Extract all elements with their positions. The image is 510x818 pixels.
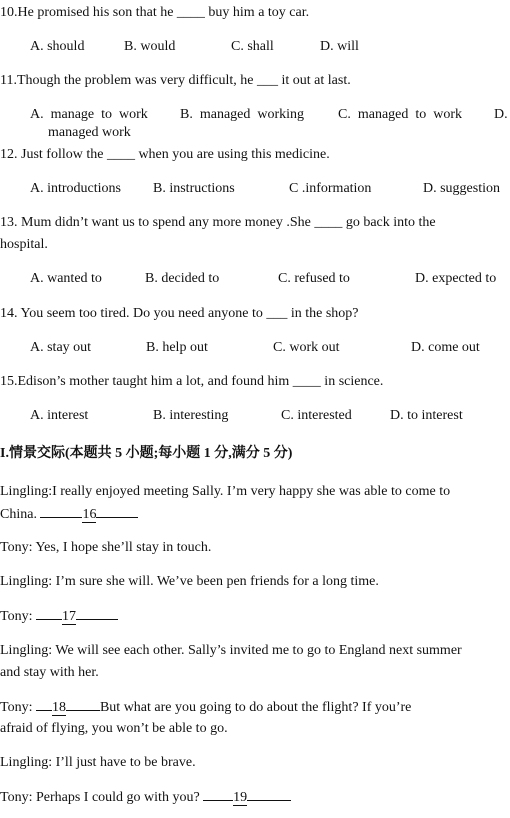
question-13-stem-line2: hospital. [0, 237, 48, 252]
section-heading: I.情景交际(本题共 5 小题;每小题 1 分,满分 5 分) [0, 446, 293, 461]
question-12-options [0, 180, 510, 198]
question-15-options [0, 407, 510, 425]
dialogue-line-5b: and stay with her. [0, 665, 99, 680]
q11-option-d-text: managed work [48, 125, 131, 140]
dialogue-line-8 [0, 788, 291, 807]
question-10-options [0, 38, 510, 56]
q11-option-c: C. managed to work [338, 107, 463, 122]
dialogue-line-7: Lingling: I’ll just have to be brave. [0, 755, 196, 770]
question-13-stem-line1: 13. Mum didn’t want us to spend any more money .She ____ go back into the [0, 215, 436, 230]
q14-option-b: B. help out [146, 340, 208, 355]
question-15-stem: 15.Edison’s mother taught him a lot, and found him ____ in science. [0, 374, 384, 389]
q13-option-d: D. expected to [415, 271, 497, 286]
dialogue-line-3: Lingling: I’m sure she will. We’ve been pen friends for a long time. [0, 574, 379, 589]
dialogue-line-1b [0, 505, 138, 524]
question-13-options [0, 270, 510, 288]
q13-option-a: A. wanted to [30, 271, 102, 286]
q12-option-a: A. introductions [30, 181, 121, 196]
dialogue-line-4 [0, 607, 118, 626]
dialogue-line-6b: afraid of flying, you won’t be able to go. [0, 721, 228, 736]
dialogue-line-6a [0, 698, 411, 717]
q15-option-d: D. to interest [390, 408, 463, 423]
blank-number-16: 16 [82, 507, 97, 522]
q13-option-b: B. decided to [145, 271, 220, 286]
answer-blank [203, 788, 233, 801]
question-14-options [0, 339, 510, 357]
q14-option-c: C. work out [273, 340, 340, 355]
q12-option-b: B. instructions [153, 181, 235, 196]
q14-option-d: D. come out [411, 340, 480, 355]
question-12-stem: 12. Just follow the ____ when you are using this medicine. [0, 147, 330, 162]
answer-blank [66, 698, 100, 711]
q10-option-c: C. shall [231, 39, 274, 54]
q10-option-b: B. would [124, 39, 176, 54]
answer-blank [40, 505, 82, 518]
blank-number-18: 18 [51, 700, 66, 715]
q11-option-d: D. [494, 107, 508, 122]
question-10-stem: 10.He promised his son that he ____ buy him a toy car. [0, 5, 310, 20]
dialogue-line-1b-text: China. [0, 507, 41, 522]
answer-blank [96, 505, 138, 518]
q10-option-a: A. should [30, 39, 85, 54]
answer-blank [247, 788, 291, 801]
answer-blank [36, 607, 62, 620]
blank-number-19: 19 [233, 790, 248, 805]
blank-number-17: 17 [61, 609, 76, 624]
dialogue-line-2: Tony: Yes, I hope she’ll stay in touch. [0, 540, 212, 555]
answer-blank [36, 698, 52, 711]
answer-blank [76, 607, 118, 620]
q15-option-a: A. interest [30, 408, 89, 423]
q11-option-a: A. manage to work [30, 107, 148, 122]
q15-option-c: C. interested [281, 408, 352, 423]
q15-option-b: B. interesting [153, 408, 229, 423]
dialogue-line-5a: Lingling: We will see each other. Sally’s invited me to go to England next summer [0, 643, 462, 658]
question-14-stem: 14. You seem too tired. Do you need anyone to ___ in the shop? [0, 306, 359, 321]
dialogue-line-8-text: Tony: Perhaps I could go with you? [0, 790, 204, 805]
q14-option-a: A. stay out [30, 340, 92, 355]
dialogue-line-1a: Lingling:I really enjoyed meeting Sally. I’m very happy she was able to come to [0, 484, 451, 499]
q12-option-d: D. suggestion [423, 181, 500, 196]
dialogue-line-6-continuation: But what are you going to do about the flight? If you’re [99, 700, 412, 715]
q12-option-c: C .information [289, 181, 372, 196]
q10-option-d: D. will [320, 39, 359, 54]
dialogue-line-6-text: Tony: [0, 700, 36, 715]
q13-option-c: C. refused to [278, 271, 350, 286]
question-11-options [0, 106, 510, 124]
q11-option-b: B. managed working [180, 107, 305, 122]
question-11-stem: 11.Though the problem was very difficult, he ___ it out at last. [0, 73, 351, 88]
dialogue-line-4-text: Tony: [0, 609, 36, 624]
